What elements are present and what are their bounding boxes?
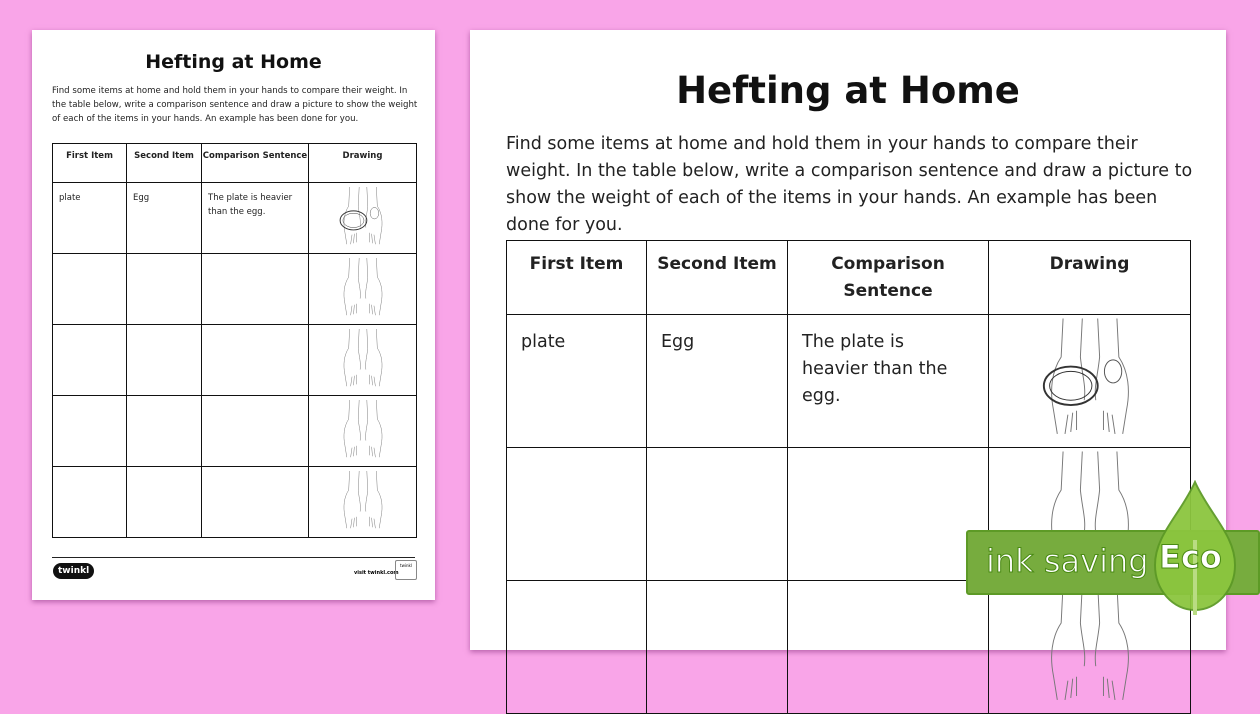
table-header-row (53, 144, 417, 183)
sentence-cell[interactable] (788, 448, 989, 581)
second-item-cell[interactable] (127, 396, 202, 467)
hands-drawing-icon (318, 258, 408, 320)
first-item-cell[interactable] (53, 325, 127, 396)
first-item-cell: plate (507, 315, 647, 448)
hands-drawing-icon (1010, 319, 1170, 444)
sentence-cell[interactable] (202, 467, 309, 538)
column-header: Comparison Sentence (788, 241, 989, 315)
hands-drawing-icon (1010, 585, 1170, 710)
sentence-cell[interactable] (202, 254, 309, 325)
drawing-cell[interactable] (309, 396, 417, 467)
drawing-cell[interactable] (309, 183, 417, 254)
drawing-cell[interactable] (309, 325, 417, 396)
first-item-cell[interactable] (53, 254, 127, 325)
first-item-cell[interactable] (53, 467, 127, 538)
second-item-cell[interactable] (647, 448, 788, 581)
worksheet-table (52, 143, 417, 538)
table-row (507, 581, 1191, 714)
table-row (53, 325, 417, 396)
second-item-cell[interactable] (647, 581, 788, 714)
column-header: Drawing (989, 241, 1191, 315)
worksheet-title: Hefting at Home (145, 51, 322, 73)
sentence-cell[interactable] (788, 581, 989, 714)
first-item-cell: plate (53, 183, 127, 254)
footer-divider (52, 557, 415, 558)
drawing-cell[interactable] (309, 254, 417, 325)
worksheet-preview-small (32, 30, 435, 600)
sentence-cell[interactable] (202, 396, 309, 467)
first-item-cell[interactable] (507, 448, 647, 581)
first-item-cell[interactable] (507, 581, 647, 714)
drawing-cell[interactable] (309, 467, 417, 538)
second-item-cell[interactable] (127, 325, 202, 396)
sentence-cell[interactable] (202, 325, 309, 396)
second-item-cell: Egg (127, 183, 202, 254)
hands-drawing-icon (318, 329, 408, 391)
hands-drawing-icon (318, 471, 408, 533)
table-row (53, 254, 417, 325)
column-header: Second Item (647, 241, 788, 315)
worksheet-table (506, 240, 1191, 714)
table-header-row (507, 241, 1191, 315)
table-row (53, 183, 417, 254)
worksheet-intro: Find some items at home and hold them in your hands to compare their weight. In the table below, write a comparison sentence and draw a picture to show the weight of each of the items in your hands. An example has been done for you. (52, 86, 418, 124)
quality-badge: twinkl (395, 560, 417, 580)
hands-drawing-icon (318, 187, 408, 249)
sentence-cell: The plate is heavier than the egg. (788, 315, 989, 448)
table-row (53, 467, 417, 538)
drawing-cell[interactable] (989, 315, 1191, 448)
second-item-cell[interactable] (127, 254, 202, 325)
column-header: Second Item (127, 144, 202, 183)
second-item-cell[interactable] (127, 467, 202, 538)
table-row (507, 315, 1191, 448)
table-row (53, 396, 417, 467)
column-header: First Item (53, 144, 127, 183)
twinkl-logo: twinkl (53, 563, 94, 579)
worksheet-title: Hefting at Home (676, 69, 1020, 112)
column-header: Drawing (309, 144, 417, 183)
visit-link-text: visit twinkl.com (354, 570, 399, 576)
ink-saving-label: ink saving (986, 542, 1149, 580)
hands-drawing-icon (318, 400, 408, 462)
column-header: Comparison Sentence (202, 144, 309, 183)
worksheet-intro: Find some items at home and hold them in your hands to compare their weight. In the table below, write a comparison sentence and draw a picture to show the weight of each of the items in your hands. An example has been done for you. (506, 134, 1193, 235)
second-item-cell: Egg (647, 315, 788, 448)
sentence-cell: The plate is heavier than the egg. (202, 183, 309, 254)
first-item-cell[interactable] (53, 396, 127, 467)
column-header: First Item (507, 241, 647, 315)
eco-label: Eco (1159, 538, 1222, 576)
